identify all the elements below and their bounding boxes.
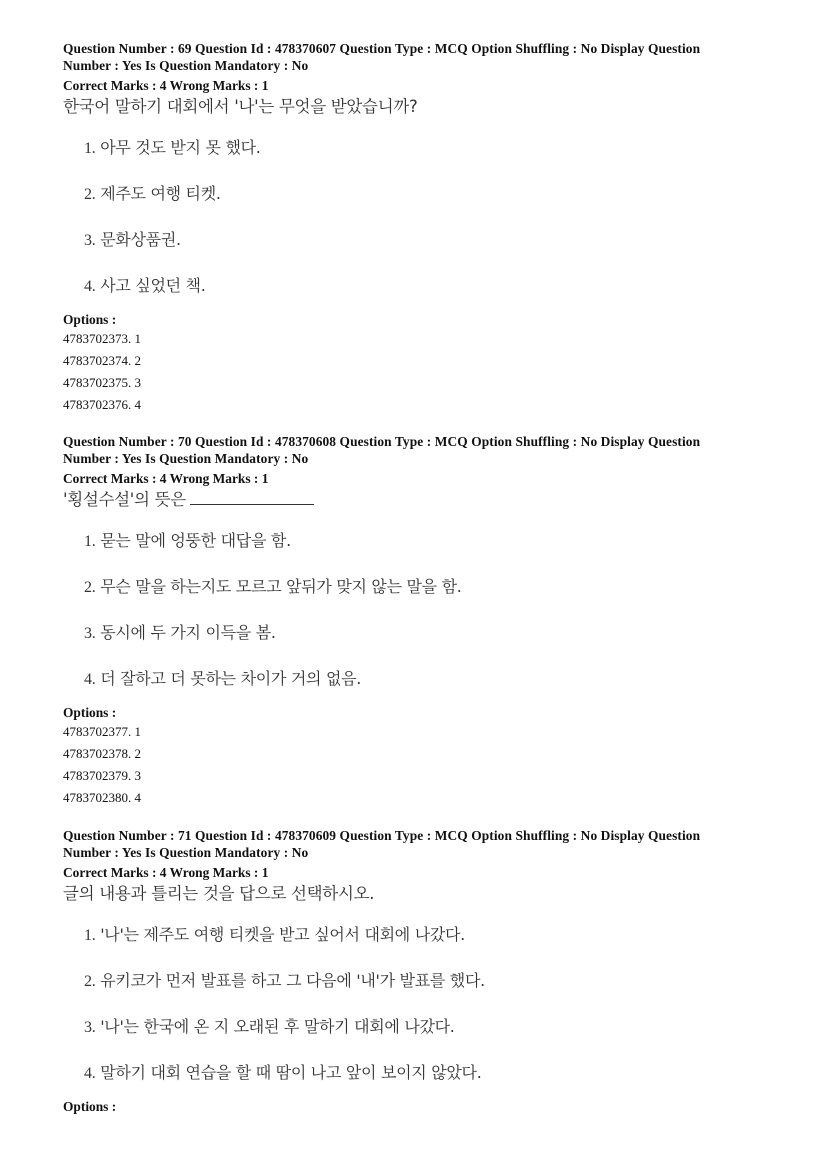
choice-item xyxy=(63,125,783,171)
question-71 xyxy=(63,827,783,1115)
choice-text: 제주도 여행 티켓. xyxy=(100,184,221,203)
choice-number: 2. xyxy=(84,186,96,203)
option-item: 4783702374. 2 xyxy=(63,353,141,368)
choice-list xyxy=(63,125,783,309)
choice-item xyxy=(63,1004,783,1050)
choice-item xyxy=(63,1050,783,1096)
choice-item xyxy=(63,610,783,656)
question-header-line2: Number : Yes Is Question Mandatory : No xyxy=(63,451,309,466)
question-70 xyxy=(63,433,783,809)
choice-text: '나'는 제주도 여행 티켓을 받고 싶어서 대회에 나갔다. xyxy=(100,925,465,944)
question-stem xyxy=(63,489,783,511)
option-item: 4783702379. 3 xyxy=(63,768,141,783)
options-list xyxy=(63,328,783,416)
options-label: Options : xyxy=(63,1099,117,1114)
options-label: Options : xyxy=(63,312,117,327)
choice-number: 3. xyxy=(84,232,96,249)
question-header-line1: Question Number : 69 Question Id : 478370607 Question Type : MCQ Option Shuffling : No Display Question xyxy=(63,41,701,56)
question-stem: 글의 내용과 틀리는 것을 답으로 선택하시오. xyxy=(63,884,375,903)
choice-item xyxy=(63,263,783,309)
question-stem-text: '횡설수설'의 뜻은 xyxy=(63,490,186,509)
option-item: 4783702376. 4 xyxy=(63,397,141,412)
answer-blank xyxy=(190,490,314,505)
choice-text: 사고 싶었던 책. xyxy=(100,276,206,295)
choice-list xyxy=(63,912,783,1096)
choice-number: 3. xyxy=(84,1019,96,1036)
options-label: Options : xyxy=(63,705,117,720)
question-header xyxy=(63,40,783,74)
choice-text: 묻는 말에 엉뚱한 대답을 함. xyxy=(100,531,291,550)
marks-line: Correct Marks : 4 Wrong Marks : 1 xyxy=(63,471,269,486)
marks-line: Correct Marks : 4 Wrong Marks : 1 xyxy=(63,865,269,880)
choice-item xyxy=(63,518,783,564)
choice-number: 1. xyxy=(84,927,96,944)
question-header xyxy=(63,433,783,467)
choice-item xyxy=(63,217,783,263)
marks-line: Correct Marks : 4 Wrong Marks : 1 xyxy=(63,78,269,93)
choice-number: 2. xyxy=(84,579,96,596)
option-item: 4783702378. 2 xyxy=(63,746,141,761)
question-stem: 한국어 말하기 대회에서 '나'는 무엇을 받았습니까? xyxy=(63,97,418,116)
choice-item xyxy=(63,656,783,702)
choice-number: 2. xyxy=(84,973,96,990)
choice-text: 동시에 두 가지 이득을 봄. xyxy=(100,623,276,642)
question-header-line1: Question Number : 70 Question Id : 478370608 Question Type : MCQ Option Shuffling : No Display Question xyxy=(63,434,701,449)
option-item: 4783702373. 1 xyxy=(63,331,141,346)
choice-list xyxy=(63,518,783,702)
question-header-line2: Number : Yes Is Question Mandatory : No xyxy=(63,845,309,860)
choice-item xyxy=(63,564,783,610)
option-item: 4783702375. 3 xyxy=(63,375,141,390)
question-header-line2: Number : Yes Is Question Mandatory : No xyxy=(63,58,309,73)
choice-text: '나'는 한국에 온 지 오래된 후 말하기 대회에 나갔다. xyxy=(100,1017,455,1036)
choice-number: 4. xyxy=(84,671,96,688)
choice-text: 무슨 말을 하는지도 모르고 앞뒤가 맞지 않는 말을 함. xyxy=(100,577,462,596)
choice-text: 유키코가 먼저 발표를 하고 그 다음에 '내'가 발표를 했다. xyxy=(100,971,485,990)
options-list xyxy=(63,721,783,809)
choice-number: 1. xyxy=(84,140,96,157)
question-header xyxy=(63,827,783,861)
choice-number: 4. xyxy=(84,1065,96,1082)
choice-item xyxy=(63,958,783,1004)
choice-number: 1. xyxy=(84,533,96,550)
choice-item xyxy=(63,912,783,958)
choice-text: 문화상품권. xyxy=(100,230,181,249)
choice-text: 더 잘하고 더 못하는 차이가 거의 없음. xyxy=(100,669,362,688)
choice-text: 말하기 대회 연습을 할 때 땀이 나고 앞이 보이지 않았다. xyxy=(100,1063,482,1082)
choice-item xyxy=(63,171,783,217)
question-header-line1: Question Number : 71 Question Id : 478370609 Question Type : MCQ Option Shuffling : No Display Question xyxy=(63,828,701,843)
choice-number: 3. xyxy=(84,625,96,642)
option-item: 4783702380. 4 xyxy=(63,790,141,805)
choice-text: 아무 것도 받지 못 했다. xyxy=(100,138,261,157)
option-item: 4783702377. 1 xyxy=(63,724,141,739)
question-69 xyxy=(63,40,783,416)
choice-number: 4. xyxy=(84,278,96,295)
